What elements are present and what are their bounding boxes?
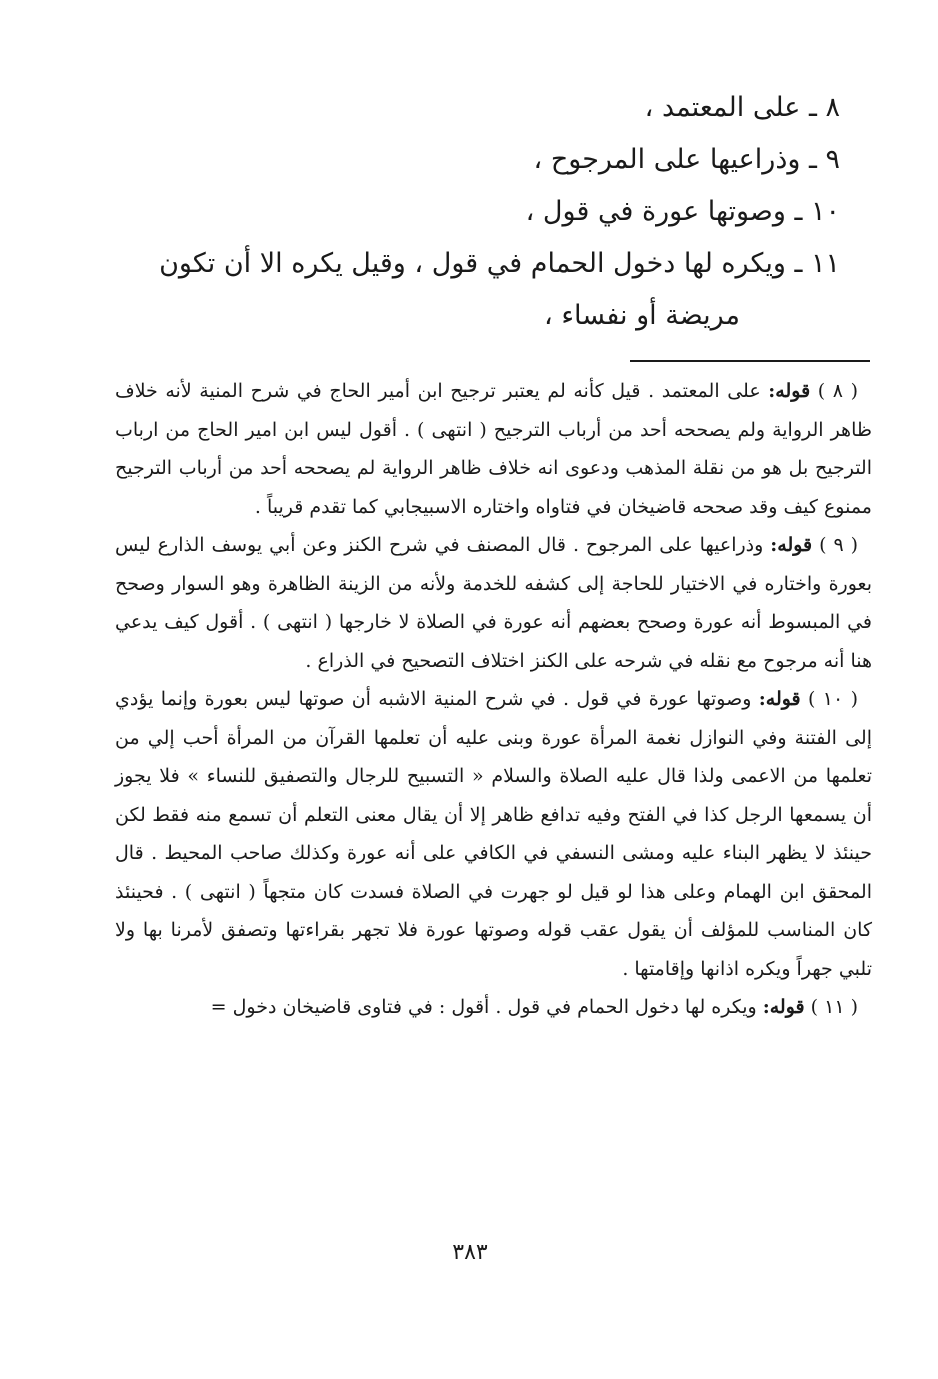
footnote-number: ( ١٠ ) bbox=[808, 688, 858, 710]
footnote-label: قوله: bbox=[762, 996, 805, 1018]
main-line: ١٠ ـ وصوتها عورة في قول ، bbox=[525, 196, 840, 227]
footnote-label: قوله: bbox=[770, 534, 813, 556]
main-line-continuation: مريضة أو نفساء ، bbox=[544, 300, 740, 331]
footnote-number: ( ١١ ) bbox=[810, 996, 858, 1018]
footnote-8 bbox=[115, 372, 872, 526]
footnote-text: على المعتمد . قيل كأنه لم يعتبر ترجيح ابن أمير الحاج في شرح المنية لأنه خلاف ظاهر الرواية ولم يصححه أحد من أرباب الترجيح ( انتهى ) . أقول ليس ابن امير الحاج من ارباب الترجيح بل هو من نقلة المذهب ودعوى انه خلاف ظاهر الرواية لم يصححه أحد من أرباب الترجيح ممنوع كيف وقد صححه قاضيخان في فتاواه واختاره الاسبيجابي كما تقدم قريباً . bbox=[115, 380, 872, 518]
footnote-divider bbox=[630, 360, 870, 362]
footnotes bbox=[115, 372, 872, 1027]
main-line: ٨ ـ على المعتمد ، bbox=[644, 92, 840, 123]
footnote-text: وذراعيها على المرجوح . قال المصنف في شرح الكنز وعن أبي يوسف الذارع ليس بعورة واختاره في الاختيار للحاجة إلى كشفه للخدمة ولأنه من الزينة الظاهرة وهو السوار وصحح في المبسوط أنه عورة وصحح بعضهم أنه عورة في الصلاة لا خارجها ( انتهى ) . أقول كيف يدعي هنا أنه مرجوح مع نقله في شرحه على الكنز اختلاف التصحيح في الذراع . bbox=[115, 534, 872, 672]
main-text bbox=[115, 82, 840, 342]
footnote-10 bbox=[115, 680, 872, 988]
main-line: ١١ ـ ويكره لها دخول الحمام في قول ، وقيل يكره الا أن تكون bbox=[159, 248, 840, 279]
footnote-9 bbox=[115, 526, 872, 680]
footnote-text: ويكره لها دخول الحمام في قول . أقول : في فتاوى قاضيخان دخول = bbox=[210, 996, 757, 1018]
main-line: ٩ ـ وذراعيها على المرجوح ، bbox=[533, 144, 840, 175]
footnote-11 bbox=[115, 988, 872, 1027]
footnote-label: قوله: bbox=[758, 688, 801, 710]
footnote-number: ( ٩ ) bbox=[819, 534, 859, 556]
footnote-number: ( ٨ ) bbox=[817, 380, 859, 402]
footnote-label: قوله: bbox=[768, 380, 811, 402]
page-number: ٣٨٣ bbox=[452, 1240, 488, 1265]
footnote-text: وصوتها عورة في قول . في شرح المنية الاشبه أن صوتها ليس بعورة وإنما يؤدي إلى الفتنة وفي النوازل نغمة المرأة عورة وبنى عليه أن تعلمها القرآن من المرأة أحب إلي من تعلمها من الاعمى ولذا قال عليه الصلاة والسلام « التسبيح للرجال والتصفيق للنساء » فلا يجوز أن يسمعها الرجل كذا في الفتح وفيه تدافع ظاهر إلا أن يقال معنى التعلم أن تسمع منه فقط لكن حينئذ لا يظهر البناء عليه ومشى النسفي في الكافي على أنه عورة وكذلك صاحب المحيط . قال المحقق ابن الهمام وعلى هذا لو قيل لو جهرت في الصلاة فسدت كان متجهاً ( انتهى ) . فحينئذ كان المناسب للمؤلف أن يقول عقب قوله وصوتها عورة فلا تجهر بقراءتها وتصفق لأمرنا بها ولا تلبي جهراً ويكره اذانها وإقامتها . bbox=[115, 688, 872, 980]
